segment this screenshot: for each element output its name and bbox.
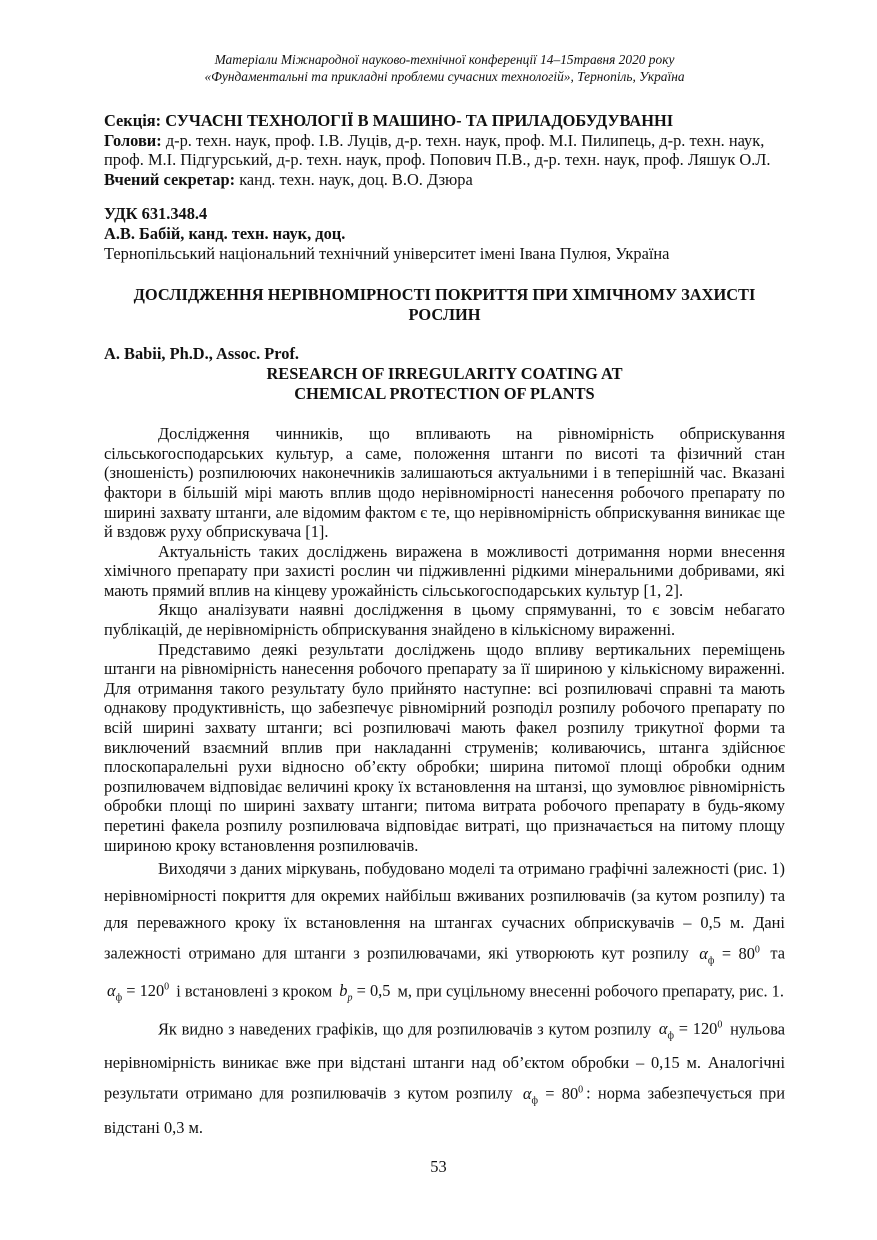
article-title-en-line1: RESEARCH OF IRREGULARITY COATING AT xyxy=(266,363,623,383)
paragraph-3: Якщо аналізувати наявні дослідження в цьому спрямуванні, то є зовсім небагато публікацій, де нерівномірність обприскування знайдено в кількісному вираженні. xyxy=(104,600,785,640)
paragraph-5-text-b: та xyxy=(770,943,785,963)
article-title-en xyxy=(104,364,785,403)
article-title-en-line2: CHEMICAL PROTECTION OF PLANTS xyxy=(294,383,595,403)
conference-header-line2: «Фундаментальні та прикладні проблеми сучасних технологій», Тернопіль, Україна xyxy=(204,68,685,84)
paragraph-5-text-a: Виходячи з даних міркувань, побудовано моделі та отримано графічні залежності (рис. 1) нерівномірності покриття для окремих найбільш вживаних розпилювачів (за кутом розпилу) та для переважного кроку їх встановлення на штангах сучасних обприскувачів – 0,5 м. Дані залежності отримано для штанги з розпилювачами, які утворюють кут розпилу xyxy=(104,859,785,963)
section-heads xyxy=(104,131,785,170)
section-secretary xyxy=(104,170,785,190)
section-heads-label: Голови: xyxy=(104,130,162,150)
paragraph-4: Представимо деякі результати досліджень щодо впливу вертикальних переміщень штанги на рівномірність нанесення робочого препарату за її шириною у кількісному вираженні. Для отримання такого результату було прийнято наступне: всі розпилювачі справні та мають однакову продуктивність, що забезпечує рівномірний розподіл розпилу робочого препарату по всій ширині захвату штанги; всі розпилювачі мають факел розпилу трикутної форми та виключений взаємний вплив при накладанні струменів; коливаючись, штанга здійснює плоскопаралельні рухи відносно об’єкту обробки; ширина питомої площі обробки одним розпилювачем відповідає величині кроку їх встановлення на штанзі, що зумовлює рівномірність обробки площі по ширині захвату штанги; питома витрата робочого препарату в будь-якому перетині факела розпилу розпилювача відповідає витраті, що призначається на питому площу шириною кроку встановлення розпилювачів. xyxy=(104,639,785,855)
page-number: 53 xyxy=(430,1157,447,1176)
paragraph-1: Дослідження чинників, що впливають на рівномірність обприскування сільськогосподарських культур, а саме, положення штанги по висоті та фізичний стан (зношеність) розпилюючих наконечників залишаються актуальними і в теперішній час. Вказані фактори в більшій мірі мають вплив щодо нерівномірності нанесення робочого препарату по ширині захвату штанги, але відомим фактом є те, що нерівномірність обприскування виникає ще й вздовж руху обприскувача [1]. xyxy=(104,424,785,542)
author-ua: А.В. Бабій, канд. техн. наук, доц. xyxy=(104,223,346,243)
formula-step: $b_p = 0,5$ xyxy=(339,981,391,1004)
section-name: СУЧАСНІ ТЕХНОЛОГІЇ В МАШИНО- ТА ПРИЛАДОБУДУВАННІ xyxy=(165,111,674,130)
paragraph-2: Актуальність таких досліджень виражена в можливості дотримання норми внесення хімічного препарату при захисті рослин чи підживленні рідкими мінеральними добривами, які мають прямий вплив на кінцеву урожайність сільськогосподарських культур [1, 2]. xyxy=(104,541,785,600)
paragraph-5-text-c: і встановлені з кроком xyxy=(176,981,333,1001)
section-secretary-text: канд. техн. наук, доц. В.О. Дзюра xyxy=(239,169,473,189)
author-en: A. Babii, Ph.D., Assoc. Prof. xyxy=(104,344,300,364)
formula-alpha-120: $\alpha_ф = 120^0$ xyxy=(107,981,170,1004)
section-line xyxy=(104,111,785,131)
section-secretary-label: Вчений секретар: xyxy=(104,169,236,189)
section-label: Секція: xyxy=(104,111,162,130)
paragraph-6-text-c: : норма забезпечується при відстані 0,3 м. xyxy=(104,1083,785,1138)
paragraph-6 xyxy=(104,1012,785,1142)
formula-alpha-80: $\alpha_ф = 80^0$ xyxy=(699,943,760,966)
paragraph-6-text-a: Як видно з наведених графіків, що для розпилювачів з кутом розпилу xyxy=(158,1019,652,1039)
affiliation: Тернопільський національний технічний університет імені Івана Пулюя, Україна xyxy=(104,243,670,263)
formula-alpha-80-b: $\alpha_ф = 80^0$ xyxy=(522,1083,584,1107)
paragraph-6-text-b: нульова нерівномірність виникає вже при відстані штанги над об’єктом обробки – 0,15 м. Аналогічні результати отримано для розпилювачів з кутом розпилу xyxy=(104,1019,785,1103)
paragraph-5-text-d: м, при суцільному внесенні робочого препарату, рис. 1. xyxy=(397,981,784,1001)
formula-alpha-120-b: $\alpha_ф = 120^0$ xyxy=(658,1019,723,1042)
section-info xyxy=(104,111,785,189)
paragraph-5 xyxy=(104,855,785,1012)
article-body xyxy=(104,424,785,1141)
conference-header-line1: Матеріали Міжнародної науково-технічної конференції 14–15травня 2020 року xyxy=(214,52,675,67)
udk-code: УДК 631.348.4 xyxy=(104,204,208,224)
section-heads-text: д-р. техн. наук, проф. І.В. Луців, д-р. техн. наук, проф. М.І. Пилипець, д-р. техн. наук, проф. М.І. Підгурський, д-р. техн. наук, проф. Попович П.В., д-р. техн. наук, проф. Ляшук О.Л. xyxy=(104,130,771,170)
article-meta xyxy=(104,204,785,263)
conference-header xyxy=(92,52,797,85)
article-title-ua: ДОСЛІДЖЕННЯ НЕРІВНОМІРНОСТІ ПОКРИТТЯ ПРИ ХІМІЧНОМУ ЗАХИСТІ РОСЛИН xyxy=(133,285,756,324)
